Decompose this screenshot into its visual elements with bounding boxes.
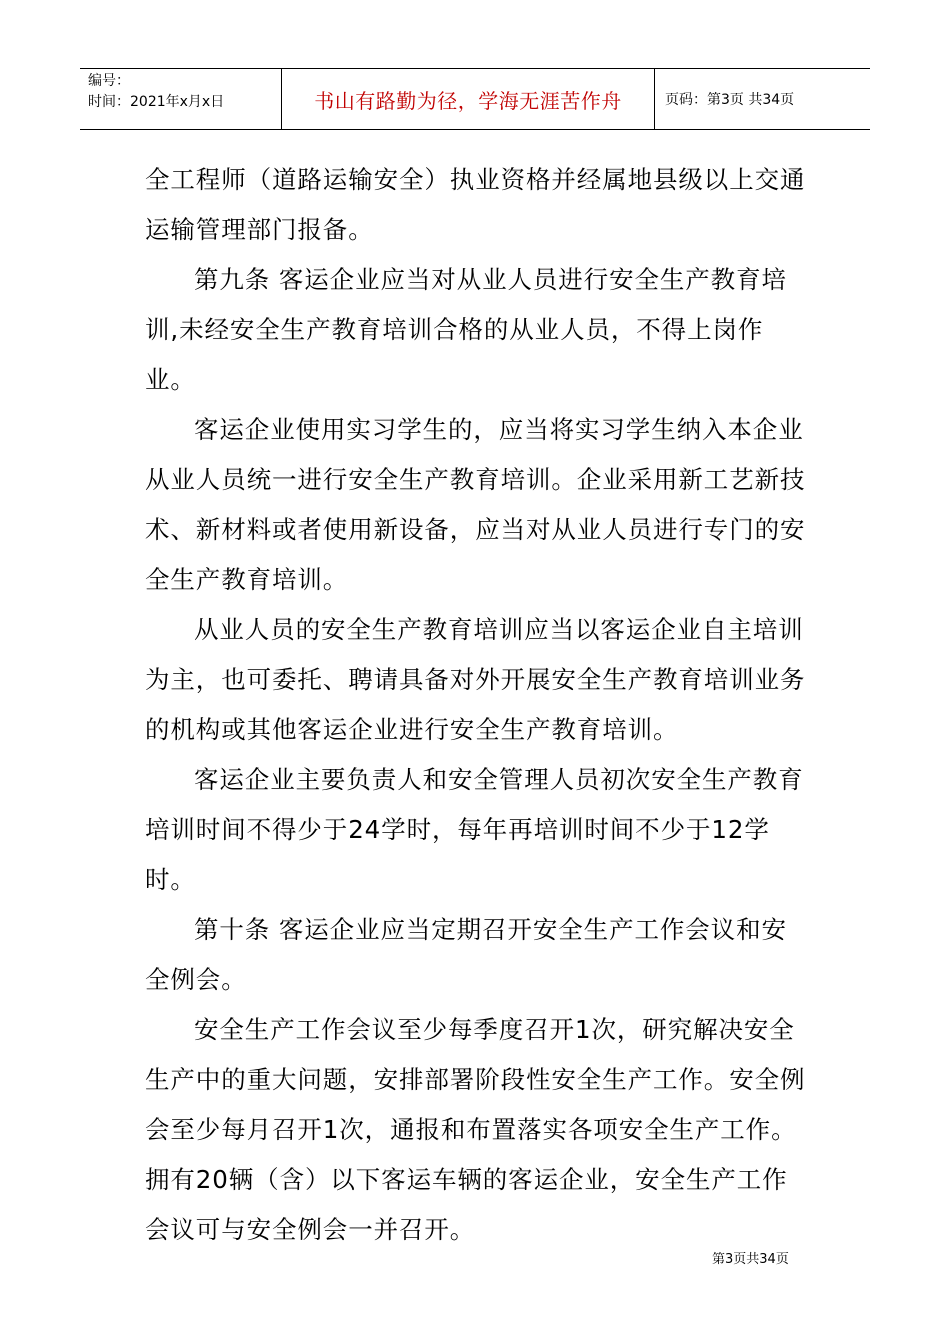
paragraph-meeting-frequency: 安全生产工作会议至少每季度召开1次，研究解决安全生产中的重大问题，安排部署阶段性安全生产工作。安全例会至少每月召开1次，通报和布置落实各项安全生产工作。拥有20辆（含）以下客运车辆的客运企业，安全生产工作会议可与安全例会一并召开。 (145, 1015, 806, 1244)
paragraph-article-9: 第九条 客运企业应当对从业人员进行安全生产教育培训,未经安全生产教育培训合格的从业人员，不得上岗作业。 (145, 265, 787, 394)
paragraph-article-10: 第十条 客运企业应当定期召开安全生产工作会议和安全例会。 (145, 915, 787, 994)
header-motto: 书山有路勤为径，学海无涯苦作舟 (282, 69, 655, 129)
header-page-number: 页码：第3页 共34页 (665, 92, 795, 108)
document-body (145, 155, 807, 1255)
header-meta-cell (80, 69, 282, 129)
paragraph-training-hours: 客运企业主要负责人和安全管理人员初次安全生产教育培训时间不得少于24学时，每年再培训时间不少于12学时。 (145, 765, 804, 894)
page-header (80, 68, 870, 130)
paragraph-continuation: 全工程师（道路运输安全）执业资格并经属地县级以上交通运输管理部门报备。 (145, 165, 806, 244)
page-footer: 第3页共34页 (712, 1252, 789, 1267)
paragraph-training-method: 从业人员的安全生产教育培训应当以客运企业自主培训为主，也可委托、聘请具备对外开展安全生产教育培训业务的机构或其他客运企业进行安全生产教育培训。 (145, 615, 806, 744)
document-time-label: 时间：2021年x月x日 (88, 94, 225, 110)
document-number-label: 编号： (88, 73, 130, 89)
paragraph-intern-training: 客运企业使用实习学生的，应当将实习学生纳入本企业从业人员统一进行安全生产教育培训。企业采用新工艺新技术、新材料或者使用新设备，应当对从业人员进行专门的安全生产教育培训。 (145, 415, 806, 594)
